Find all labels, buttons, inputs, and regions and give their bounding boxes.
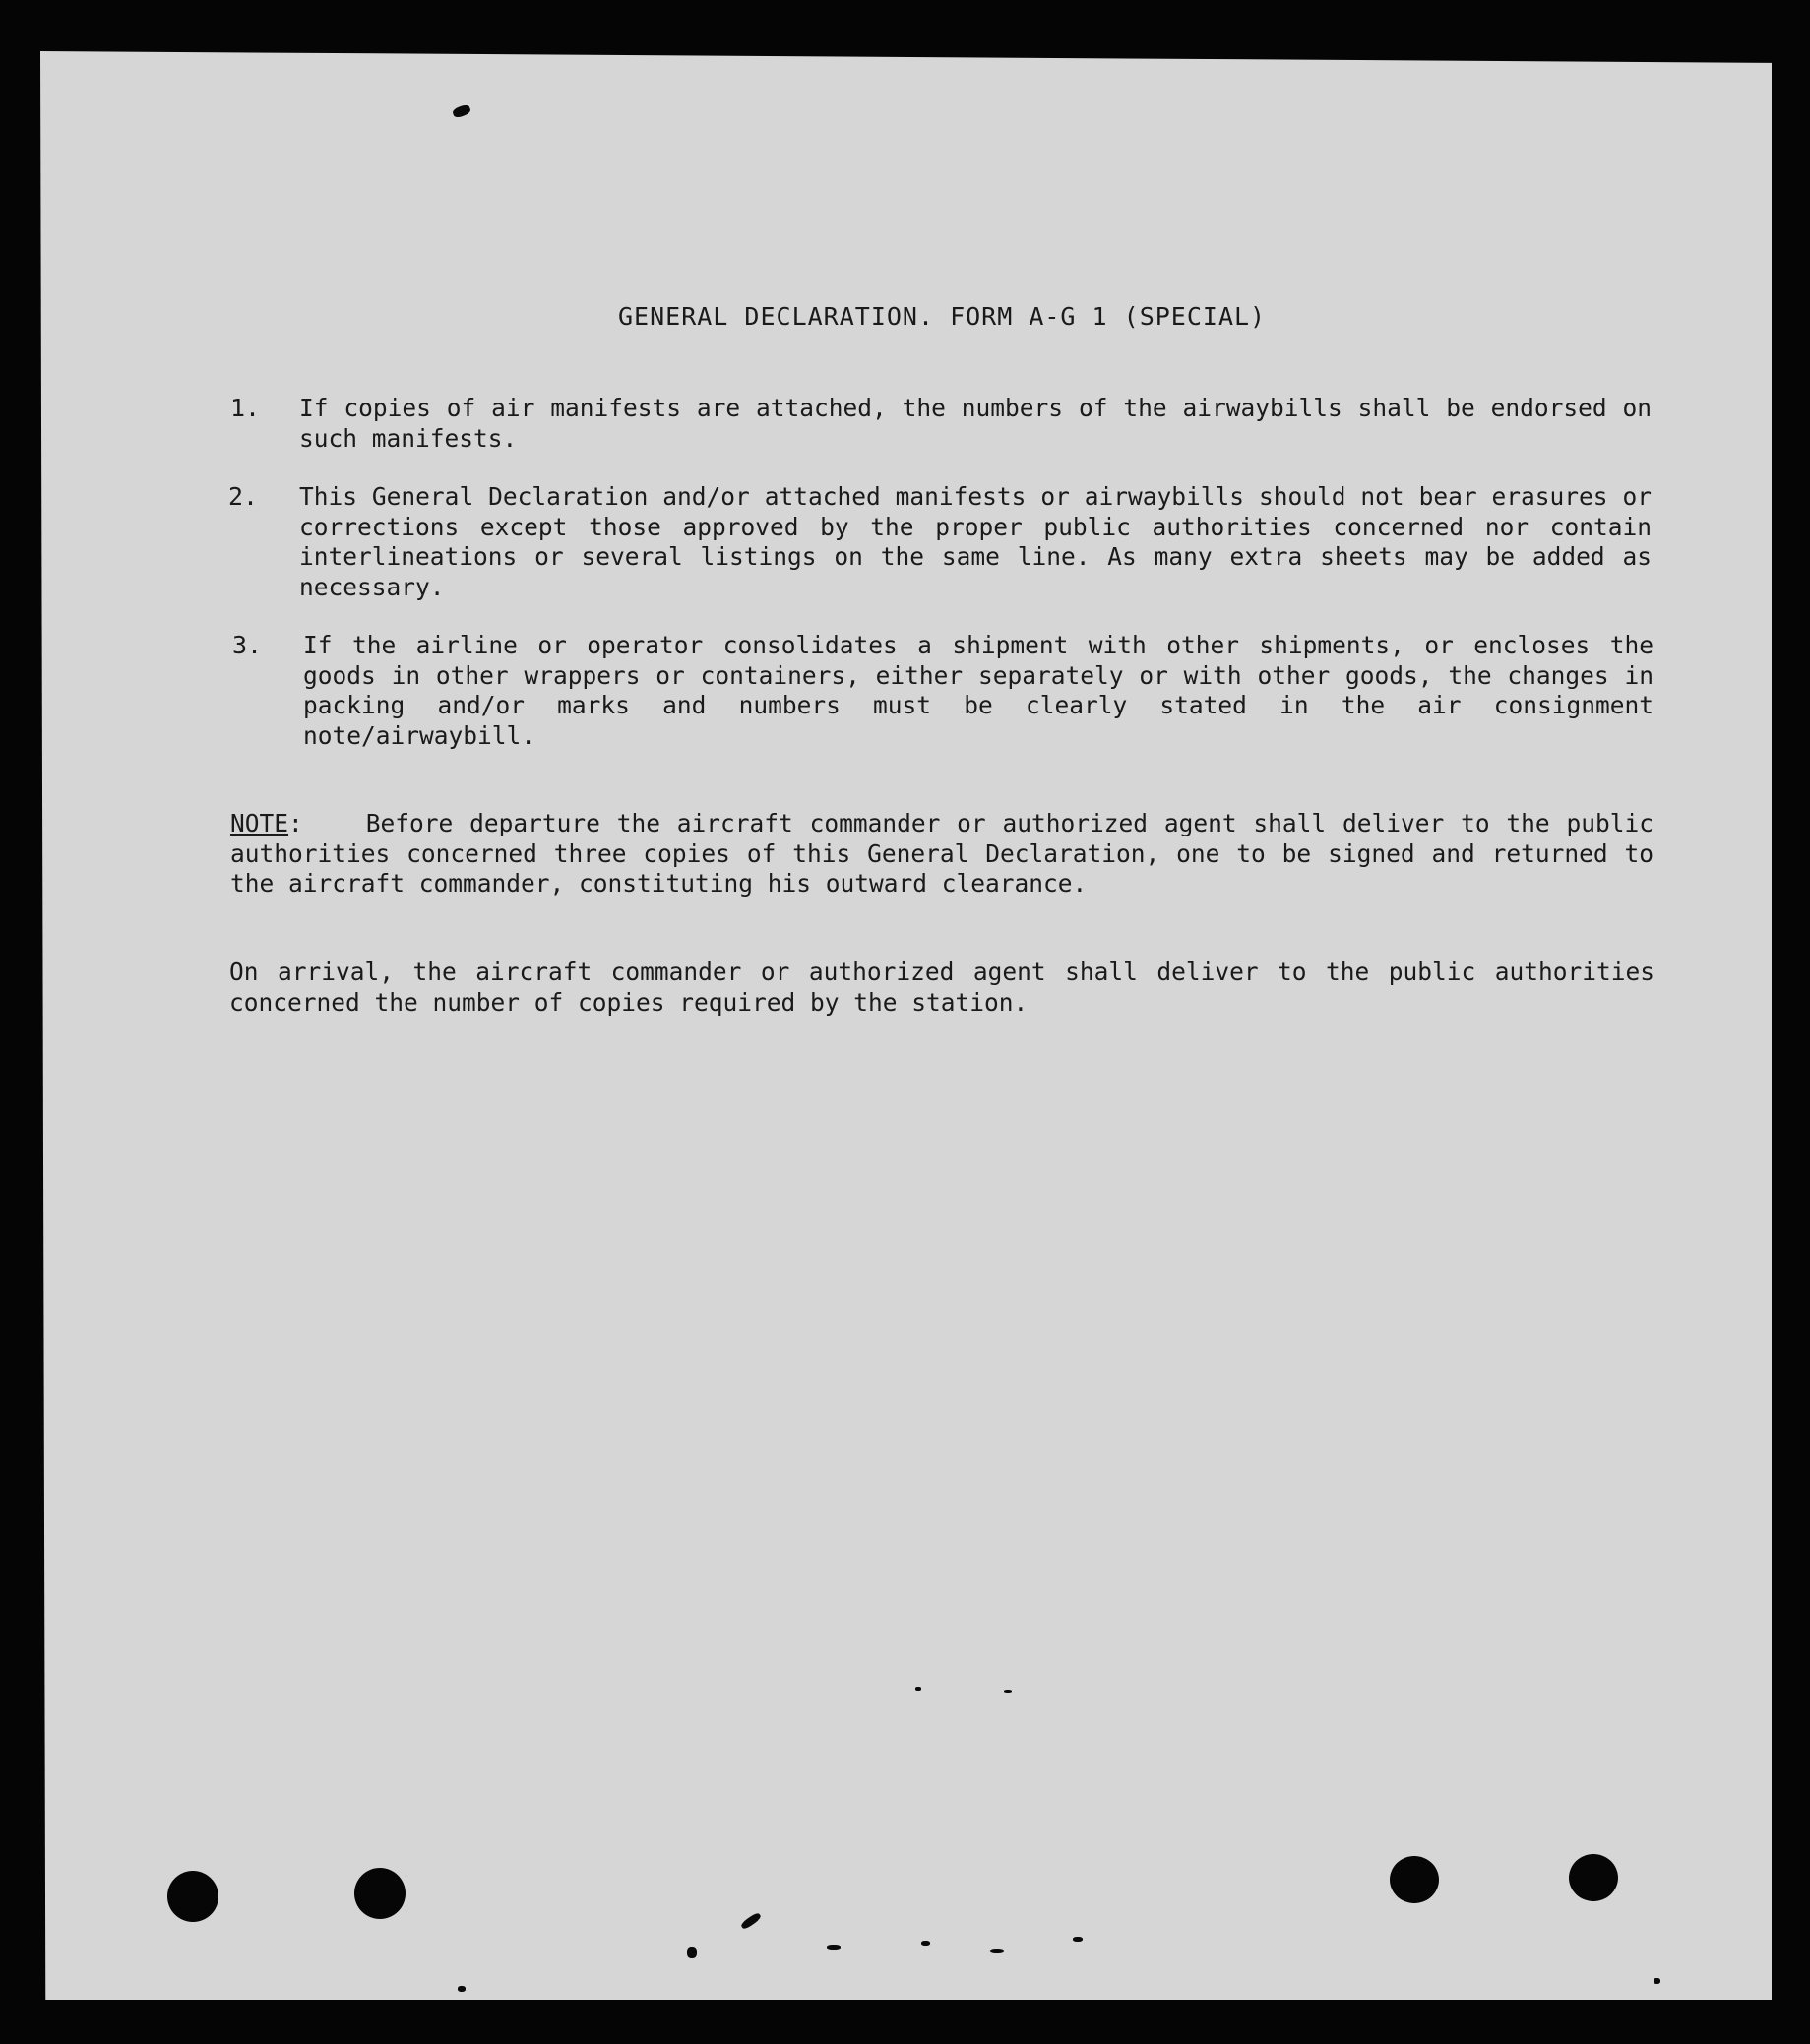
arrival-paragraph: On arrival, the aircraft commander or authorized agent shall deliver to the public authorities concerned the number of copies required by the station. <box>229 958 1654 1017</box>
item-number-2: 2. <box>228 482 259 511</box>
document-title: GENERAL DECLARATION. FORM A-G 1 (SPECIAL) <box>618 302 1267 331</box>
note-label: NOTE <box>230 809 289 837</box>
ink-speck <box>1073 1937 1083 1942</box>
note-colon: : <box>288 809 303 837</box>
ink-speck <box>827 1945 841 1950</box>
note-text: Before departure the aircraft commander or authorized agent shall deliver to the public authorities concerned three copies of this General Declaration, one to be signed and returned to the aircraft commander, constituting his outward clearance. <box>230 809 1654 898</box>
ink-speck <box>1654 1978 1660 1984</box>
punch-hole <box>1390 1856 1439 1903</box>
item-text-3: If the airline or operator consolidates a shipment with other shipments, or encloses the goods in other wrappers or containers, either separately or with other goods, the changes in packing and/or marks and numbers must be clearly stated in the air consignment note/airwaybill. <box>303 631 1654 750</box>
ink-speck <box>921 1941 930 1946</box>
ink-speck <box>915 1687 921 1691</box>
item-text-2: This General Declaration and/or attached manifests or airwaybills should not bear erasures or corrections except those approved by the proper public authorities concerned nor contain interlineations or several listings on the same line. As many extra sheets may be added as necessary. <box>299 482 1652 601</box>
ink-speck <box>990 1949 1004 1953</box>
item-number-3: 3. <box>232 631 263 659</box>
document-page <box>40 51 1772 2000</box>
ink-speck <box>458 1986 466 1992</box>
punch-hole <box>354 1868 406 1919</box>
ink-speck <box>1004 1690 1012 1693</box>
punch-hole <box>167 1871 218 1922</box>
item-text-1: If copies of air manifests are attached, the numbers of the airwaybills shall be endorsed on such manifests. <box>299 394 1652 453</box>
item-number-1: 1. <box>230 394 261 422</box>
note-paragraph <box>230 809 1654 899</box>
punch-hole <box>1569 1854 1618 1901</box>
ink-speck <box>687 1947 697 1958</box>
